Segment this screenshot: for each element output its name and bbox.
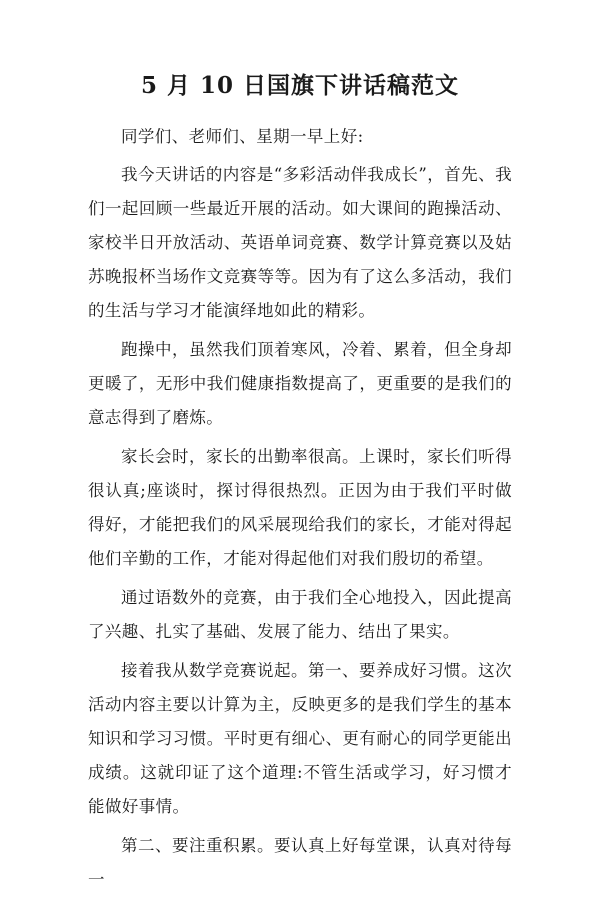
body-paragraph-2: 跑操中，虽然我们顶着寒风，冷着、累着，但全身却更暖了，无形中我们健康指数提高了，更重要的是我们的意志得到了磨炼。 [88,340,512,427]
body-paragraph-4: 通过语数外的竞赛，由于我们全心地投入，因此提高了兴趣、扎实了基础、发展了能力、结出了果实。 [88,588,512,641]
document-title: 5 月 10 日国旗下讲话稿范文 [140,72,460,99]
body-paragraph-3: 家长会时，家长的出勤率很高。上课时，家长们听得很认真;座谈时，探讨得很热烈。正因为由于我们平时做得好，才能把我们的风采展现给我们的家长，才能对得起他们辛勤的工作，才能对得起他们对我们殷切的希望。 [88,447,512,568]
body-paragraph-5: 接着我从数学竞赛说起。第一、要养成好习惯。这次活动内容主要以计算为主，反映更多的是我们学生的基本知识和学习习惯。平时更有细心、更有耐心的同学更能出成绩。这就印证了这个道理:不管生活或学习，好习惯才能做好事情。 [88,661,512,816]
body-paragraph-6: 第二、要注重积累。要认真上好每堂课，认真对待每一 [88,836,512,889]
greeting-paragraph: 同学们、老师们、星期一早上好: [121,127,364,146]
body-paragraph-1: 我今天讲话的内容是“多彩活动伴我成长”，首先、我们一起回顾一些最近开展的活动。如大课间的跑操活动、家校半日开放活动、英语单词竞赛、数学计算竞赛以及姑苏晚报杯当场作文竞赛等等。因为有了这么多活动，我们的生活与学习才能演绎地如此的精彩。 [88,165,512,320]
